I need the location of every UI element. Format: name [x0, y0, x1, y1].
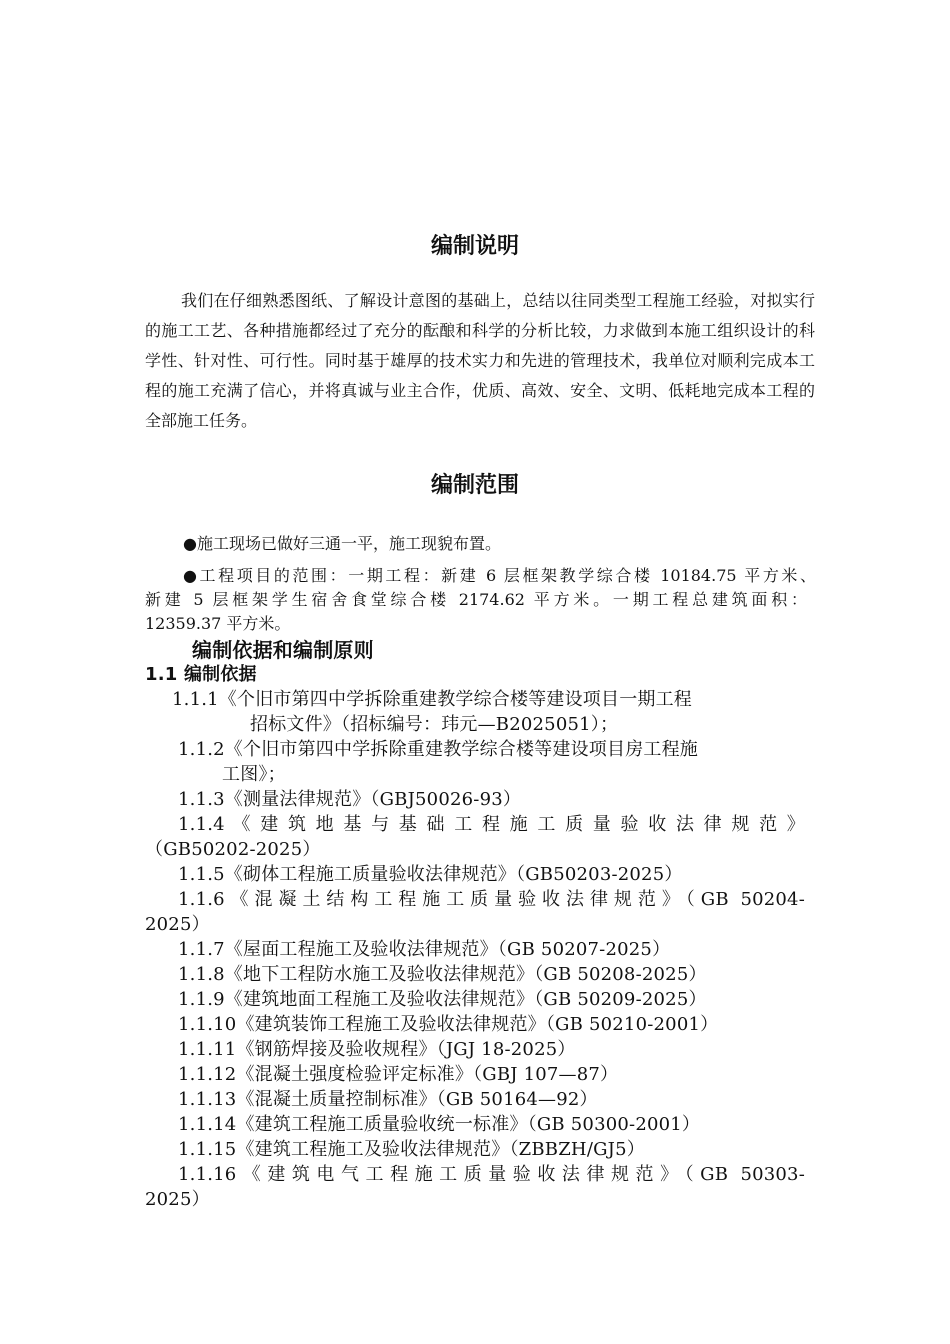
description-paragraph: 我们在仔细熟悉图纸、了解设计意图的基础上，总结以往同类型工程施工经验，对拟实行的施工工艺、各种措施都经过了充分的酝酿和科学的分析比较，力求做到本施工组织设计的科学性、针对性、可行性。同时基于雄厚的技术实力和先进的管理技术，我单位对顺利完成本工程的施工充满了信心，并将真诚与业主合作，优质、高效、安全、文明、低耗地完成本工程的全部施工任务。 [145, 291, 815, 430]
scope-bullet-range-line3: 12359.37 平方米。 [145, 614, 291, 633]
scope-bullet-range-line1: ●工程项目的范围：一期工程：新建 6 层框架教学综合楼 10184.75 平方米、 [183, 566, 816, 585]
subsection-title-basis: 1.1 编制依据 [145, 664, 257, 685]
reference-16-line2: 2025） [145, 1189, 210, 1210]
reference-3: 1.1.3《测量法律规范》（GBJ50026-93） [178, 789, 522, 810]
reference-5: 1.1.5《砌体工程施工质量验收法律规范》（GB50203-2025） [178, 864, 683, 885]
reference-6-line2: 2025） [145, 914, 210, 935]
reference-13: 1.1.13《混凝土质量控制标准》（GB 50164—92） [178, 1089, 598, 1110]
reference-12: 1.1.12《混凝土强度检验评定标准》（GBJ 107—87） [178, 1064, 619, 1085]
scope-bullet-range-line2: 新建 5 层框架学生宿舍食堂综合楼 2174.62 平方米。一期工程总建筑面积： [145, 590, 807, 609]
section-title-basis: 编制依据和编制原则 [192, 638, 374, 662]
reference-15: 1.1.15《建筑工程施工及验收法律规范》（ZBBZH/GJ5） [178, 1139, 645, 1160]
section-title-description: 编制说明 [430, 234, 519, 259]
reference-9: 1.1.9《建筑地面工程施工及验收法律规范》（GB 50209-2025） [178, 989, 707, 1010]
reference-7: 1.1.7《屋面工程施工及验收法律规范》（GB 50207-2025） [178, 939, 671, 960]
reference-2-line2: 工图》； [222, 764, 286, 785]
section-title-scope: 编制范围 [430, 473, 519, 498]
reference-4-line1: 1.1.4 《 建 筑 地 基 与 基 础 工 程 施 工 质 量 验 收 法 律 规 范 》 [178, 814, 805, 835]
reference-10: 1.1.10《建筑装饰工程施工及验收法律规范》（GB 50210-2001） [178, 1014, 719, 1035]
scope-bullet-site: ●施工现场已做好三通一平，施工现貌布置。 [183, 534, 501, 553]
reference-14: 1.1.14《建筑工程施工质量验收统一标准》（GB 50300-2001） [178, 1114, 701, 1135]
reference-1-line2: 招标文件》（招标编号：玮元—B2025051）； [250, 714, 619, 735]
reference-6-line1: 1.1.6《混凝土结构工程施工质量验收法律规范》（GB 50204- [178, 889, 805, 910]
reference-4-line2: （GB50202-2025） [145, 839, 321, 860]
reference-16-line1: 1.1.16《建筑电气工程施工质量验收法律规范》（GB 50303- [178, 1164, 805, 1185]
reference-11: 1.1.11《钢筋焊接及验收规程》（JGJ 18-2025） [178, 1039, 576, 1060]
reference-8: 1.1.8《地下工程防水施工及验收法律规范》（GB 50208-2025） [178, 964, 707, 985]
reference-2-line1: 1.1.2《个旧市第四中学拆除重建教学综合楼等建设项目房工程施 [178, 739, 698, 760]
reference-1-line1: 1.1.1《个旧市第四中学拆除重建教学综合楼等建设项目一期工程 [172, 689, 692, 710]
